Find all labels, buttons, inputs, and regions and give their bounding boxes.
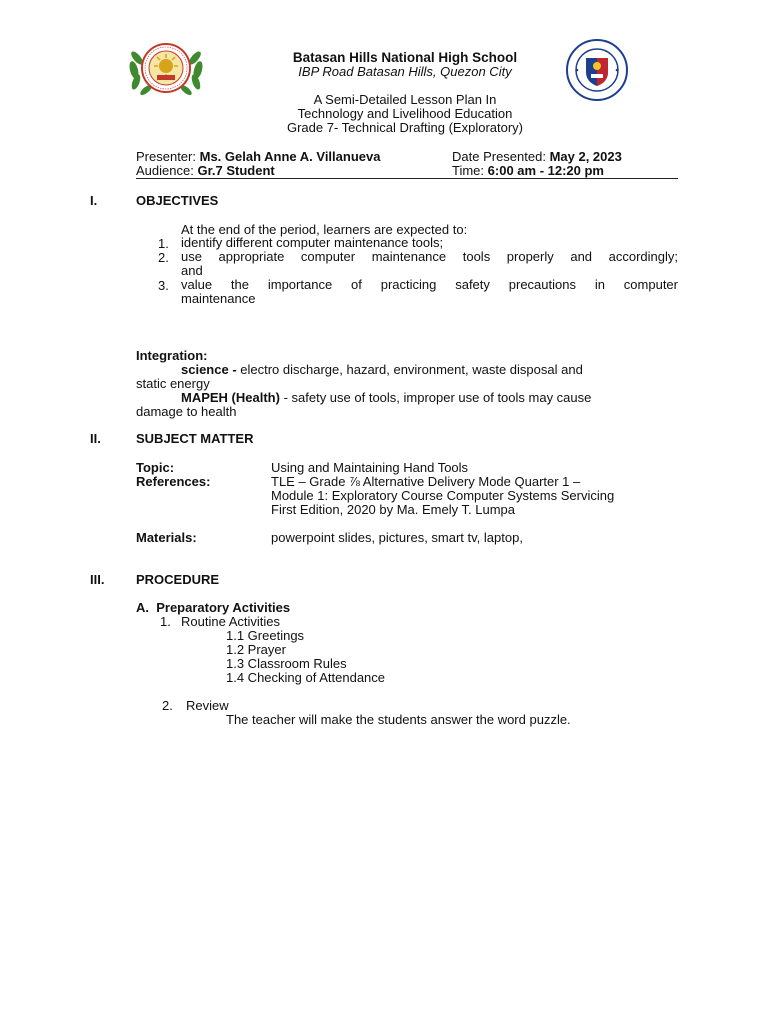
mapeh-text-line-2: damage to health xyxy=(136,404,237,419)
date-row xyxy=(452,149,622,164)
science-text: electro discharge, hazard, environment, waste disposal and xyxy=(236,362,583,377)
objective-number: 2. xyxy=(158,250,169,265)
materials-label: Materials: xyxy=(136,530,197,545)
routine-label: Routine Activities xyxy=(181,614,280,629)
time-row xyxy=(452,163,604,178)
objectives-title: OBJECTIVES xyxy=(136,193,219,208)
time-label: Time: xyxy=(452,163,485,178)
references-line-3: First Edition, 2020 by Ma. Emely T. Lumpa xyxy=(271,502,515,517)
school-seal xyxy=(124,40,208,98)
integration-science xyxy=(181,362,583,377)
objective-number: 1. xyxy=(158,236,169,251)
date-label: Date Presented: xyxy=(452,149,546,164)
objective-item-line: maintenance xyxy=(181,291,256,306)
objectives-numeral: I. xyxy=(90,193,98,208)
audience-row xyxy=(136,163,275,178)
science-text-line-2: static energy xyxy=(136,376,210,391)
preparatory-activities-heading: A. Preparatory Activities xyxy=(136,600,291,615)
subject-matter-title: SUBJECT MATTER xyxy=(136,431,254,446)
references-line-2: Module 1: Exploratory Course Computer Systems Servicing xyxy=(271,488,615,503)
routine-item: 1.4 Checking of Attendance xyxy=(226,670,386,685)
audience-label: Audience: xyxy=(136,163,194,178)
presenter-value: Ms. Gelah Anne A. Villanueva xyxy=(199,149,381,164)
objective-item: identify different computer maintenance tools; xyxy=(181,235,444,250)
review-text: The teacher will make the students answer the word puzzle. xyxy=(226,712,571,727)
references-line-1: TLE – Grade ⅞ Alternative Delivery Mode Quarter 1 – xyxy=(271,474,581,489)
mapeh-label: MAPEH (Health) xyxy=(181,390,280,405)
procedure-numeral: III. xyxy=(90,572,105,587)
presenter-label: Presenter: xyxy=(136,149,196,164)
procedure-title: PROCEDURE xyxy=(136,572,220,587)
date-value: May 2, 2023 xyxy=(549,149,622,164)
routine-item: 1.2 Prayer xyxy=(226,642,286,657)
doc-title-line-1: A Semi-Detailed Lesson Plan In xyxy=(313,92,497,107)
audience-value: Gr.7 Student xyxy=(197,163,275,178)
references-label: References: xyxy=(136,474,211,489)
materials-value: powerpoint slides, pictures, smart tv, laptop, xyxy=(271,530,523,545)
school-name: Batasan Hills National High School xyxy=(292,50,518,65)
objective-number: 3. xyxy=(158,278,169,293)
objectives-intro: At the end of the period, learners are expected to: xyxy=(181,222,468,237)
objective-item-line: and xyxy=(181,263,203,278)
integration-mapeh xyxy=(181,390,591,405)
objective-item-line: use appropriate computer maintenance tools properly and accordingly; xyxy=(181,249,678,264)
subject-matter-numeral: II. xyxy=(90,431,101,446)
doc-title-line-3: Grade 7- Technical Drafting (Exploratory) xyxy=(286,120,524,135)
review-number: 2. xyxy=(162,698,173,713)
doc-title-line-2: Technology and Livelihood Education xyxy=(297,106,513,121)
presenter-row xyxy=(136,149,380,164)
topic-label: Topic: xyxy=(136,460,175,475)
school-address: IBP Road Batasan Hills, Quezon City xyxy=(298,64,512,79)
topic-value: Using and Maintaining Hand Tools xyxy=(271,460,469,475)
time-value: 6:00 am - 12:20 pm xyxy=(487,163,604,178)
objective-item-line: value the importance of practicing safety precautions in computer xyxy=(181,277,678,292)
routine-item: 1.3 Classroom Rules xyxy=(226,656,347,671)
header-divider xyxy=(136,178,678,179)
science-label: science - xyxy=(181,362,237,377)
routine-number: 1. xyxy=(160,614,171,629)
integration-label: Integration: xyxy=(136,348,208,363)
routine-item: 1.1 Greetings xyxy=(226,628,305,643)
review-label: Review xyxy=(186,698,229,713)
mapeh-text: - safety use of tools, improper use of tools may cause xyxy=(279,390,592,405)
